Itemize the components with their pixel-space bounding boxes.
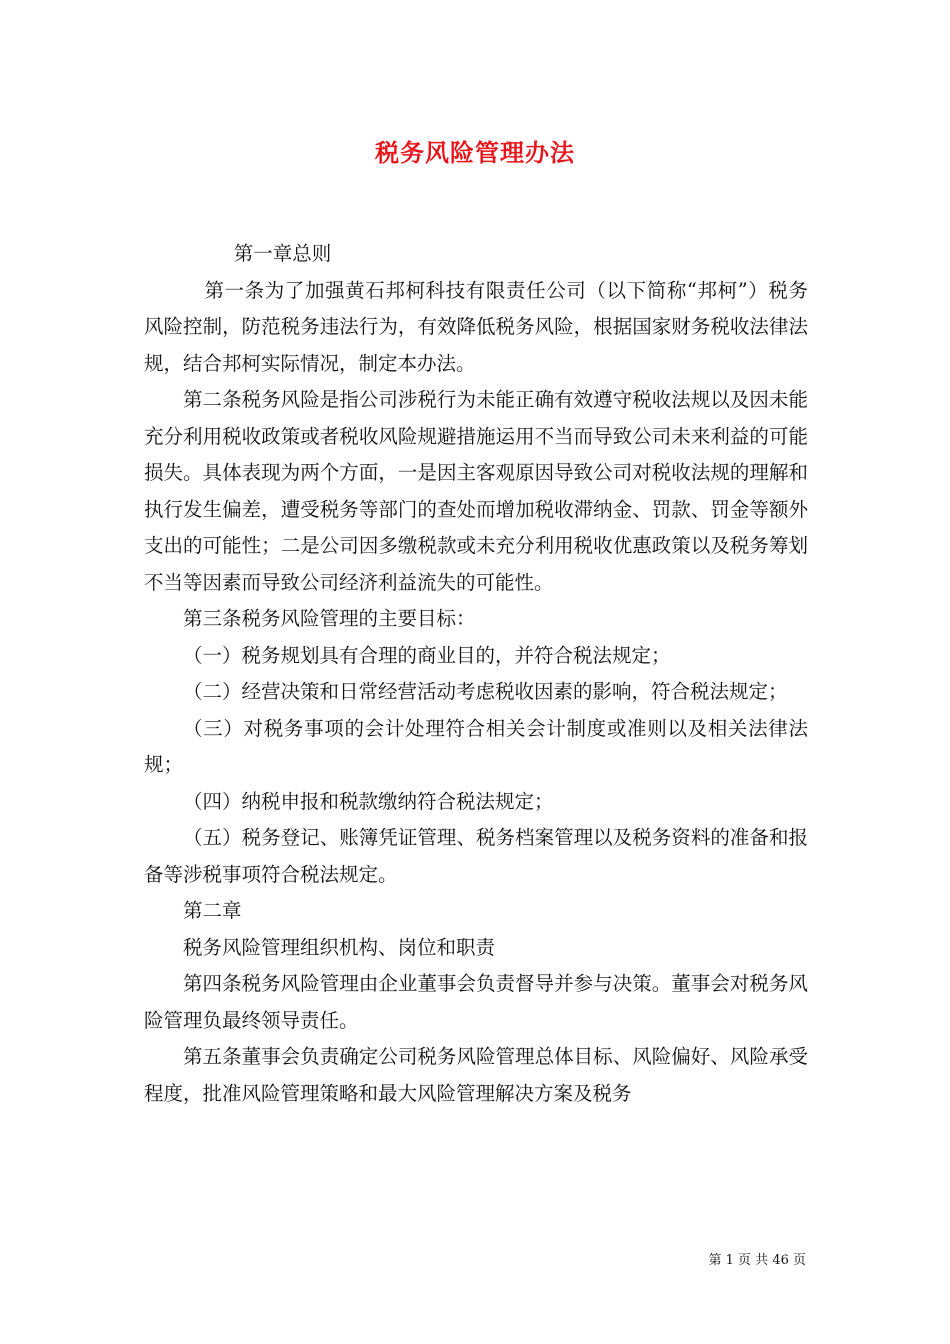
- article-paragraph: 第四条税务风险管理由企业董事会负责督导并参与决策。董事会对税务风险管理负最终领导责任。: [144, 972, 808, 1032]
- article-paragraph: 第二条税务风险是指公司涉税行为未能正确有效遵守税收法规以及因未能充分利用税收政策或者税收风险规避措施运用不当而导致公司未来利益的可能损失。具体表现为两个方面，一是因主客观原因导致公司对税收法规的理解和执行发生偏差，遭受税务等部门的查处而增加税收滞纳金、罚款、罚金等额外支出的可能性；二是公司因多缴税款或未充分利用税收优惠政策以及税务筹划不当等因素而导致公司经济利益流失的可能性。: [144, 388, 808, 594]
- article-paragraph: 第五条董事会负责确定公司税务风险管理总体目标、风险偏好、风险承受程度，批准风险管理策略和最大风险管理解决方案及税务: [144, 1045, 808, 1105]
- list-item: （一）税务规划具有合理的商业目的，并符合税法规定；: [183, 643, 671, 667]
- article-paragraph: 第三条税务风险管理的主要目标：: [183, 607, 476, 630]
- article-paragraph: 第一条为了加强黄石邦柯科技有限责任公司（以下简称“邦柯”）税务风险控制，防范税务违法行为，有效降低税务风险，根据国家财务税收法律法规，结合邦柯实际情况，制定本办法。: [144, 278, 808, 375]
- list-item: （四）纳税申报和税款缴纳符合税法规定；: [183, 789, 554, 813]
- chapter-heading: 第二章: [183, 899, 242, 922]
- chapter-subtitle: 税务风险管理组织机构、岗位和职责: [183, 935, 496, 959]
- list-item: （二）经营决策和日常经营活动考虑税收因素的影响，符合税法规定；: [183, 680, 788, 703]
- chapter-heading: 第一章总则: [233, 242, 332, 265]
- document-body: [144, 236, 808, 1112]
- page-number: 第 1 页 共 46 页: [708, 1253, 806, 1268]
- list-item: （三）对税务事项的会计处理符合相关会计制度或准则以及相关法律法规；: [144, 716, 808, 776]
- document-title: 税务风险管理办法: [375, 138, 575, 167]
- list-item: （五）税务登记、账簿凭证管理、税务档案管理以及税务资料的准备和报备等涉税事项符合税法规定。: [144, 826, 808, 886]
